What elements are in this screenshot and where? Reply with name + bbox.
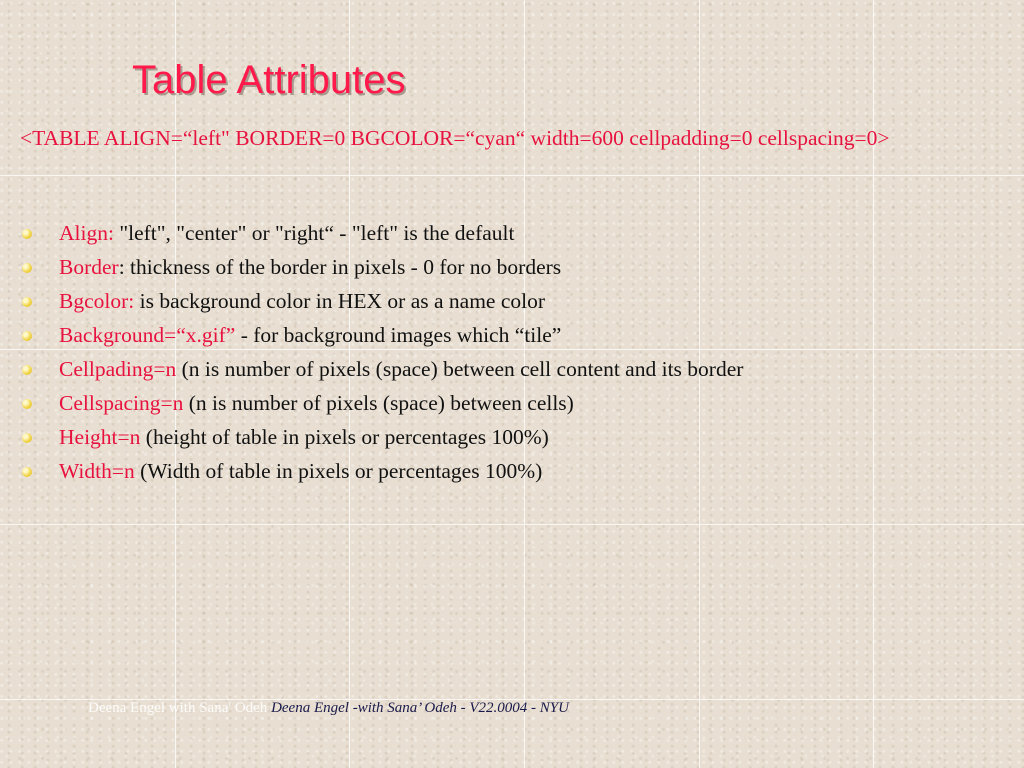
attribute-term: Background=“x.gif”	[59, 323, 236, 347]
bullet-icon	[22, 399, 32, 409]
bullet-icon	[22, 297, 32, 307]
attribute-description: - for background images which “tile”	[235, 323, 562, 347]
bullet-icon	[22, 365, 32, 375]
attribute-term: Cellspacing=n	[59, 391, 184, 415]
footer-faint-text: Deena Engel with Sana' Odeh	[88, 700, 268, 716]
bullet-icon	[22, 467, 32, 477]
slide-footer	[88, 700, 569, 717]
list-item-cellpadding	[20, 354, 743, 388]
attribute-term: Border	[59, 255, 119, 279]
attribute-term: Height=n	[59, 425, 141, 449]
bullet-icon	[22, 229, 32, 239]
attribute-term: Cellpading=n	[59, 357, 177, 381]
attribute-list	[20, 218, 743, 490]
table-tag-example: <TABLE ALIGN=“left" BORDER=0 BGCOLOR=“cyan“ width=600 cellpadding=0 cellspacing=0>	[20, 126, 890, 150]
slide-title: Table Attributes	[132, 58, 406, 102]
attribute-term: Width=n	[59, 459, 135, 483]
attribute-description: (height of table in pixels or percentages 100%)	[140, 425, 549, 449]
attribute-description: (n is number of pixels (space) between cells)	[183, 391, 574, 415]
attribute-term: Align:	[59, 221, 114, 245]
attribute-description: : thickness of the border in pixels - 0 for no borders	[118, 255, 562, 279]
grid-line-horizontal	[0, 524, 1024, 525]
bullet-icon	[22, 263, 32, 273]
attribute-description: (n is number of pixels (space) between cell content and its border	[176, 357, 744, 381]
list-item-background	[20, 320, 743, 354]
list-item-bgcolor	[20, 286, 743, 320]
attribute-term: Bgcolor:	[59, 289, 135, 313]
attribute-description: is background color in HEX or as a name color	[134, 289, 546, 313]
attribute-description: (Width of table in pixels or percentages 100%)	[134, 459, 543, 483]
list-item-align	[20, 218, 743, 252]
list-item-cellspacing	[20, 388, 743, 422]
list-item-border	[20, 252, 743, 286]
grid-line-horizontal	[0, 175, 1024, 176]
list-item-height	[20, 422, 743, 456]
footer-credit: Deena Engel -with Sana’ Odeh - V22.0004 - NYU	[271, 700, 569, 716]
attribute-description: "left", "center" or "right“ - "left" is the default	[113, 221, 515, 245]
bullet-icon	[22, 331, 32, 341]
list-item-width	[20, 456, 743, 490]
grid-line-vertical	[873, 0, 874, 768]
bullet-icon	[22, 433, 32, 443]
